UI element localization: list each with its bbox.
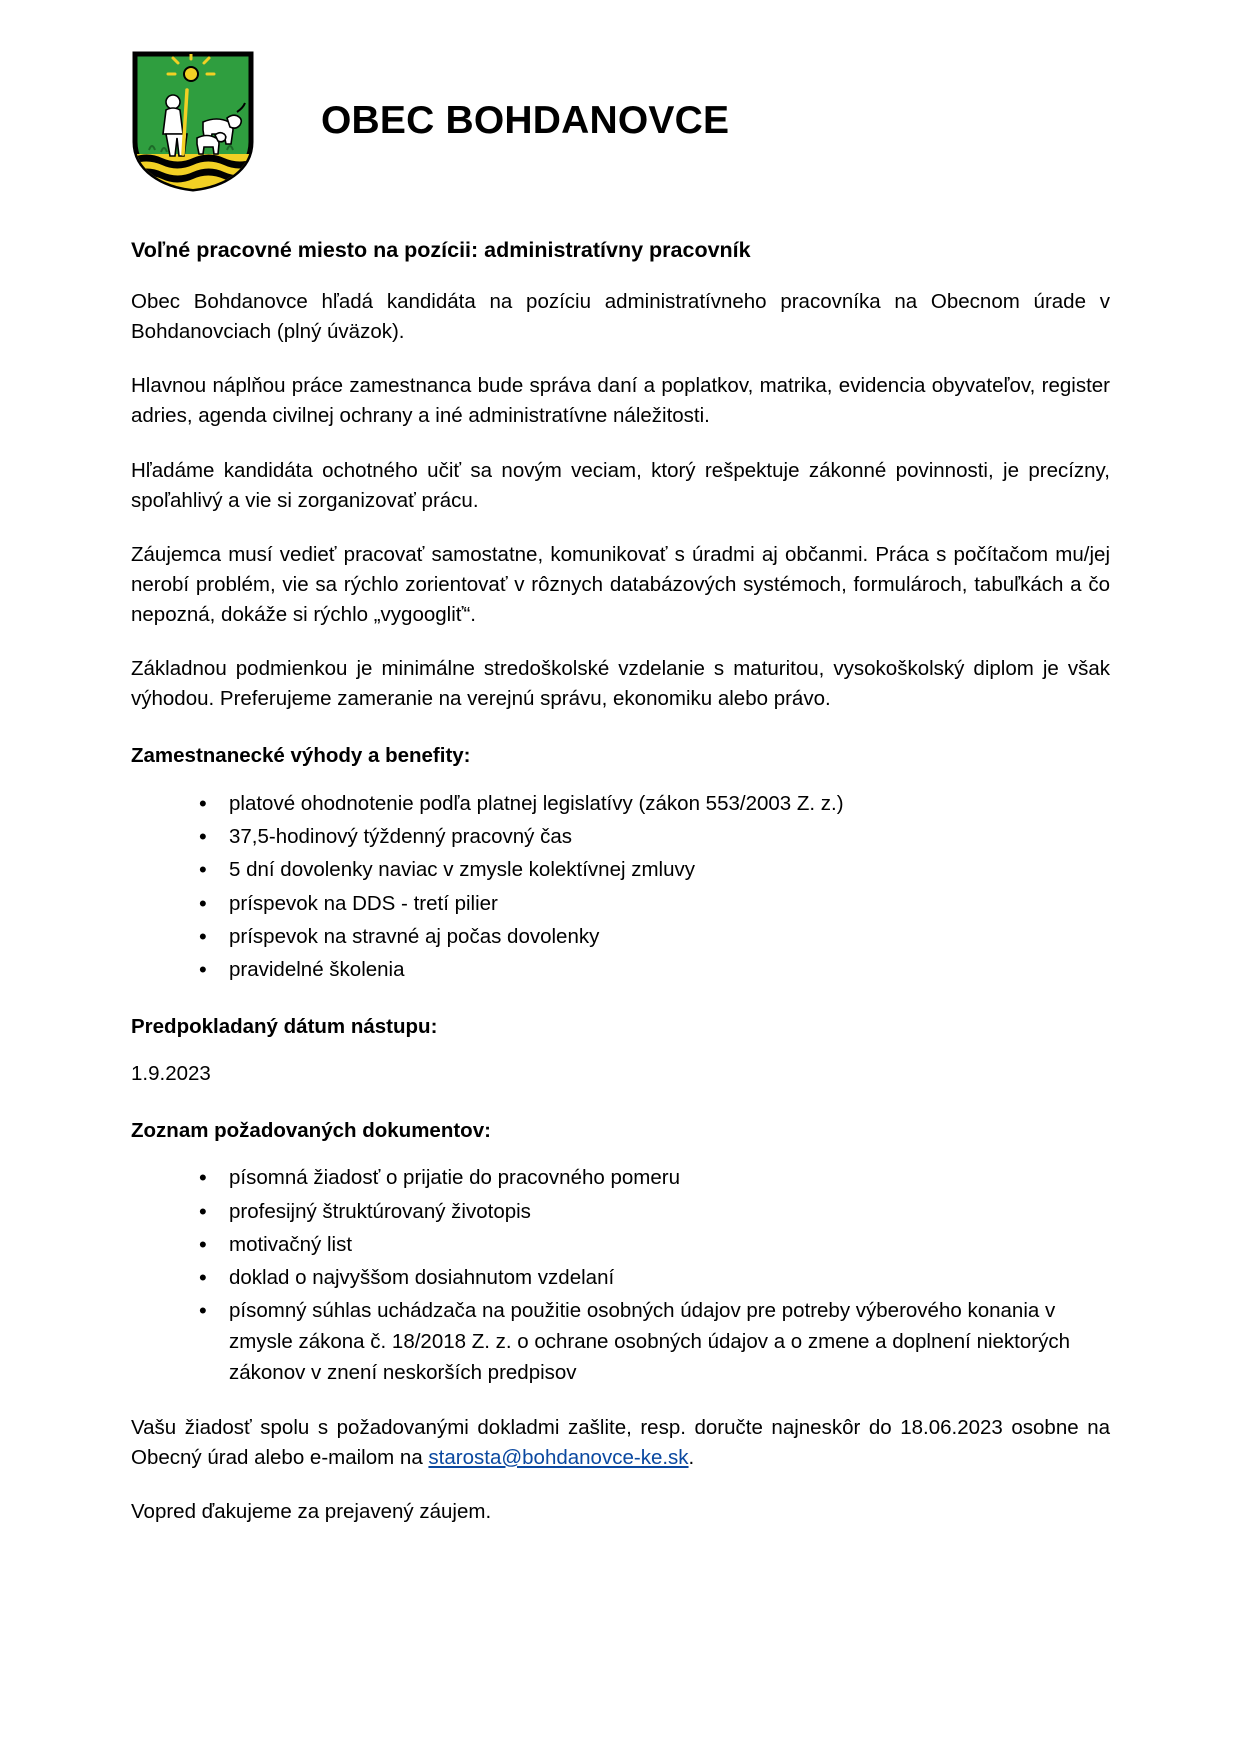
benefits-list: [131, 788, 1110, 985]
list-item: • pravidelné školenia: [199, 954, 1110, 985]
list-item: • písomný súhlas uchádzača na použitie osobných údajov pre potreby výberového konania v zmysle zákona č. 18/2018 Z. z. o ochrane osobných údajov a o zmene a doplnení niektorých zákonov v znení neskorších predpisov: [199, 1295, 1110, 1388]
spacer: [131, 1397, 1110, 1413]
required-documents-list: [131, 1162, 1110, 1388]
list-item: • písomná žiadosť o prijatie do pracovného pomeru: [199, 1162, 1110, 1193]
submission-text-end: .: [688, 1445, 695, 1469]
list-item: • 37,5-hodinový týždenný pracovný čas: [199, 821, 1110, 852]
list-item: • 5 dní dovolenky naviac v zmysle kolektívnej zmluvy: [199, 854, 1110, 885]
documents-heading: Zoznam požadovaných dokumentov:: [131, 1118, 491, 1142]
submission-paragraph: [131, 1413, 1110, 1473]
job-title-heading: Voľné pracovné miesto na pozícii: administratívny pracovník: [131, 238, 751, 262]
page-title: OBEC BOHDANOVCE: [321, 98, 730, 142]
list-item: • príspevok na DDS - tretí pilier: [199, 888, 1110, 919]
list-item: • platové ohodnotenie podľa platnej legislatívy (zákon 553/2003 Z. z.): [199, 788, 1110, 819]
paragraph-intro: Obec Bohdanovce hľadá kandidáta na pozíciu administratívneho pracovníka na Obecnom úrade v Bohdanovciach (plný úväzok).: [131, 290, 1110, 344]
start-date-heading: Predpokladaný dátum nástupu:: [131, 1015, 438, 1038]
list-item: • doklad o najvyššom dosiahnutom vzdelaní: [199, 1262, 1110, 1293]
list-item: • príspevok na stravné aj počas dovolenky: [199, 921, 1110, 952]
document-body: [131, 236, 1110, 1527]
email-link[interactable]: starosta@bohdanovce-ke.sk: [428, 1445, 689, 1469]
start-date-value: 1.9.2023: [131, 1061, 211, 1085]
benefits-heading: Zamestnanecké výhody a benefity:: [131, 744, 471, 768]
document-header: [131, 46, 1110, 196]
list-item: • profesijný štruktúrovaný životopis: [199, 1196, 1110, 1227]
paragraph-candidate: Hľadáme kandidáta ochotného učiť sa novým veciam, ktorý rešpektuje zákonné povinnosti, je precízny, spoľahlivý a vie si zorganizovať prácu.: [131, 458, 1110, 512]
submission-text: Vašu žiadosť spolu s požadovanými dokladmi zašlite, resp. doručte najneskôr do 18.06.2023 osobne na Obecný úrad alebo e-mailom na: [131, 1415, 1110, 1469]
coat-of-arms-icon: [131, 50, 255, 193]
paragraph-duties: Hlavnou náplňou práce zamestnanca bude správa daní a poplatkov, matrika, evidencia obyvateľov, register adries, agenda civilnej ochrany a iné administratívne náležitosti.: [131, 374, 1110, 428]
list-item: • motivačný list: [199, 1229, 1110, 1260]
paragraph-education: Základnou podmienkou je minimálne stredoškolské vzdelanie s maturitou, vysokoškolský diplom je však výhodou. Preferujeme zameranie na verejnú správu, ekonomiku alebo právo.: [131, 657, 1110, 711]
paragraph-skills: Záujemca musí vedieť pracovať samostatne, komunikovať s úradmi aj občanmi. Práca s počítačom mu/jej nerobí problém, vie sa rýchlo zorientovať v rôznych databázových systémoch, formulároch, tabuľkách a čo nepozná, dokáže si rýchlo „vygoogliť“.: [131, 542, 1110, 627]
thanks-paragraph: Vopred ďakujeme za prejavený záujem.: [131, 1499, 492, 1523]
